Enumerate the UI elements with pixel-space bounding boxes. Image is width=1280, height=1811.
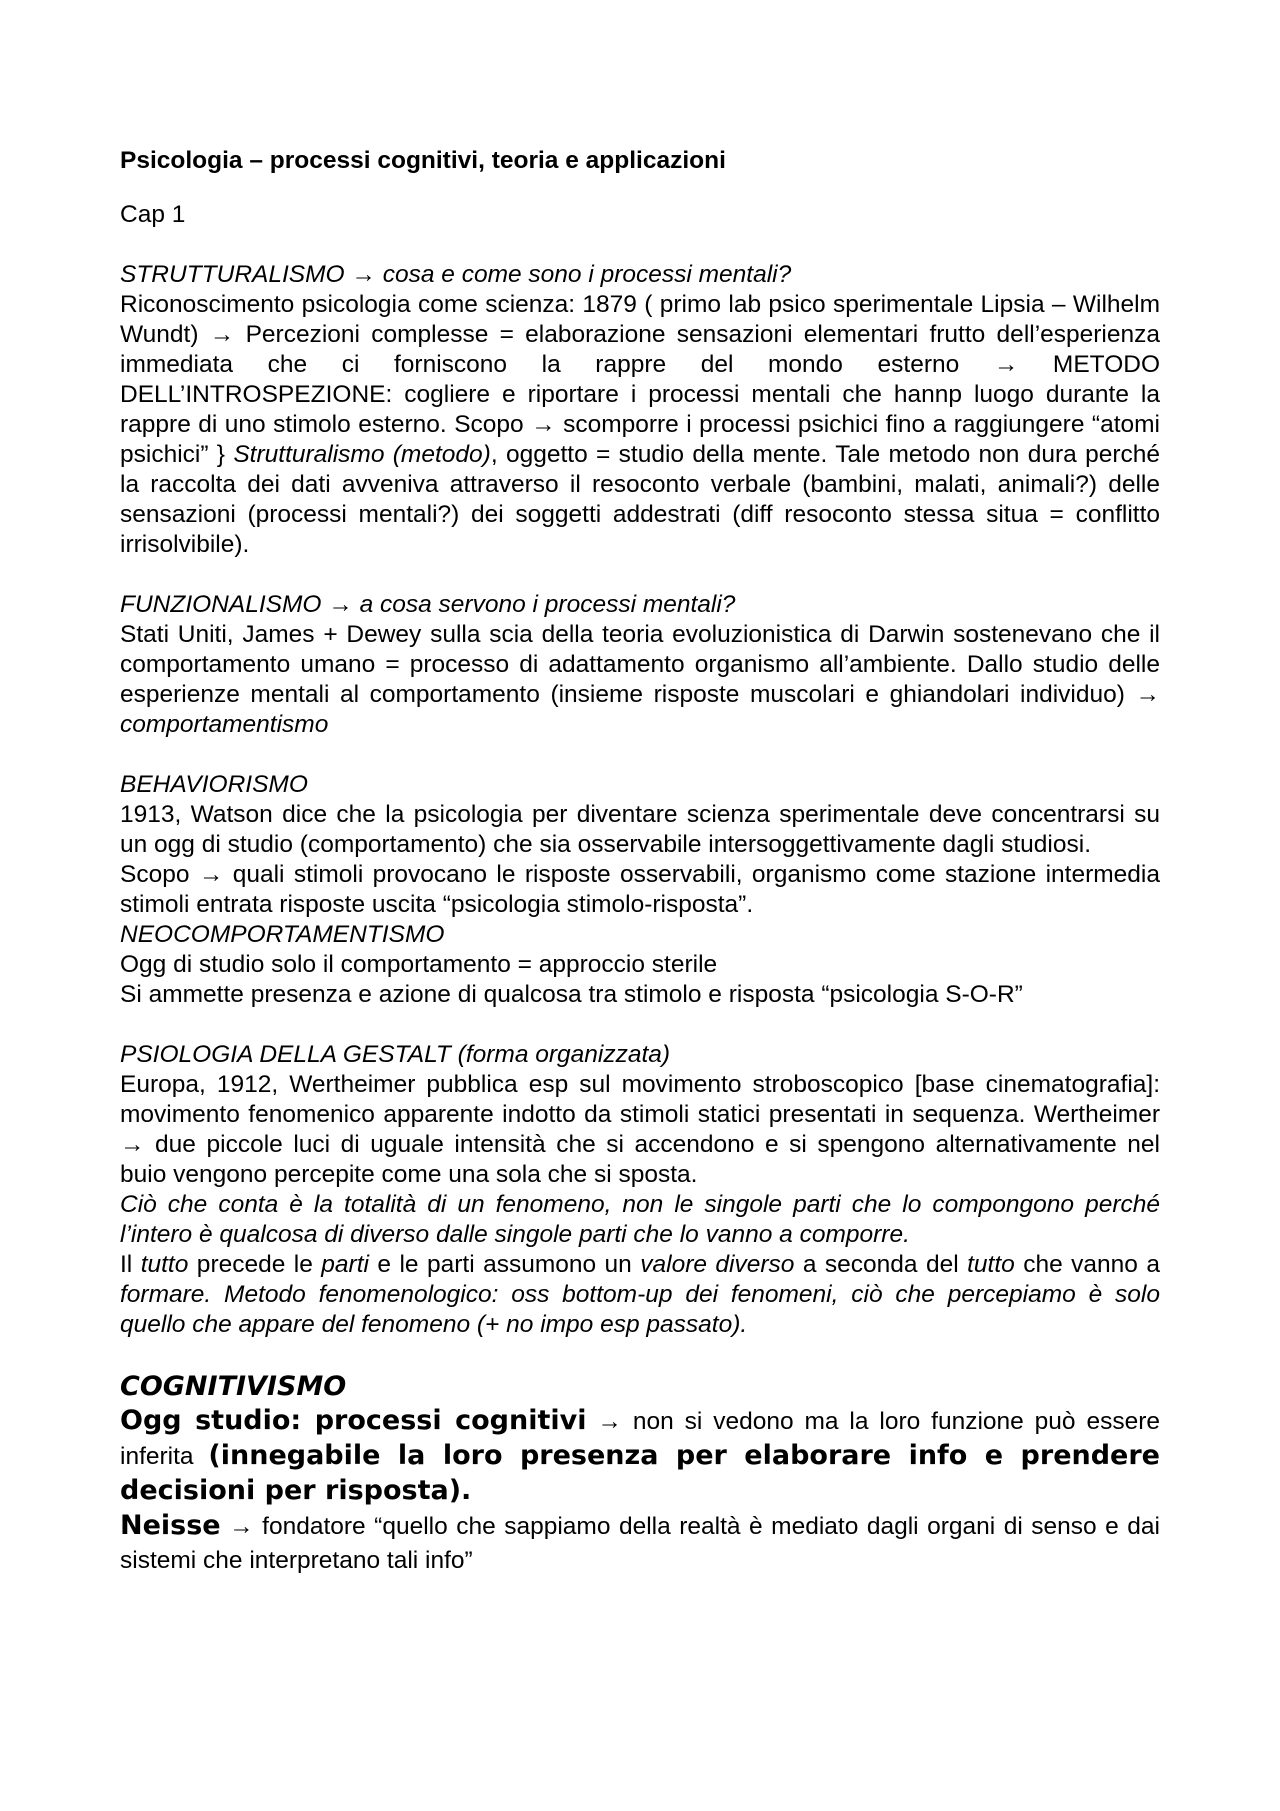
gestalt-heading: PSIOLOGIA DELLA GESTALT (forma organizzata) [120, 1041, 671, 1068]
strutturalismo-heading: STRUTTURALISMO → cosa e come sono i processi mentali? [120, 261, 792, 288]
cognitivismo-paragraph-1 [120, 1404, 1160, 1509]
behaviorismo-heading: BEHAVIORISMO [120, 771, 308, 798]
behaviorismo-paragraph-1: 1913, Watson dice che la psicologia per diventare scienza sperimentale deve concentrarsi su un ogg di studio (comportamento) che sia osservabile intersoggettivamente dagli studiosi. [120, 801, 1160, 858]
cognitivismo-p2-bold: Neisse [120, 1510, 221, 1541]
funzionalismo-heading: FUNZIONALISMO → a cosa servono i processi mentali? [120, 591, 736, 618]
cognitivismo-p1-text: → non si vedono ma la loro funzione può essere inferita [120, 1408, 1160, 1470]
funzionalismo-text-1: Stati Uniti, James + Dewey sulla scia della teoria evoluzionistica di Darwin sostenevano che il comportamento umano = processo di adattamento organismo all’ambiente. Dallo studio delle esperienze mentali al comportamento (insieme risposte muscolari e ghiandolari individuo) → [120, 621, 1160, 708]
section-funzionalismo [120, 590, 1160, 740]
strutturalismo-italic: Strutturalismo (metodo) [233, 441, 491, 468]
strutturalismo-text-2: , oggetto = studio della mente. Tale metodo non dura perché la raccolta dei dati avveniva attraverso il resoconto verbale (bambini, malati, animali?) delle sensazioni (processi mentali?) dei soggetti addestrati (diff resoconto stessa situa = conflitto irrisolvibile). [120, 441, 1160, 558]
gestalt-p3-e: e le parti assumono un [368, 1251, 641, 1278]
neocomportamentismo-line-1: Ogg di studio solo il comportamento = approccio sterile [120, 951, 718, 978]
funzionalismo-italic: comportamentismo [120, 711, 329, 738]
section-strutturalismo [120, 260, 1160, 560]
gestalt-p3-g: a seconda del [794, 1251, 968, 1278]
gestalt-paragraph-2 [120, 1190, 1160, 1250]
gestalt-p3-i: che vanno a [1014, 1251, 1160, 1278]
document-title: Psicologia – processi cognitivi, teoria e applicazioni [120, 147, 726, 174]
chapter-label: Cap 1 [120, 201, 186, 228]
neocomportamentismo-heading: NEOCOMPORTAMENTISMO [120, 921, 445, 948]
section-gestalt [120, 1040, 1160, 1340]
gestalt-italic-statement: Ciò che conta è la totalità di un fenomeno, non le singole parti che lo compongono perché l’intero è qualcosa di diverso dalle singole parti che lo vanno a comporre. [120, 1191, 1160, 1248]
cognitivismo-heading: COGNITIVISMO [120, 1371, 347, 1402]
funzionalismo-paragraph [120, 620, 1160, 740]
strutturalismo-paragraph [120, 290, 1160, 560]
cognitivismo-p1-bold-2: (innegabile la loro presenza per elaborare info e prendere decisioni per risposta). [120, 1440, 1160, 1506]
gestalt-paragraph-3 [120, 1250, 1160, 1340]
neocomportamentismo-line-2: Si ammette presenza e azione di qualcosa tra stimolo e risposta “psicologia S-O-R” [120, 981, 1023, 1008]
cognitivismo-paragraph-2 [120, 1509, 1160, 1578]
gestalt-p3-d: parti [321, 1251, 369, 1278]
cognitivismo-p1-bold: Ogg studio: processi cognitivi [120, 1405, 587, 1436]
section-behaviorismo [120, 770, 1160, 1010]
section-cognitivismo [120, 1370, 1160, 1578]
gestalt-p3-h: tutto [967, 1251, 1015, 1278]
behaviorismo-paragraph-2: Scopo → quali stimoli provocano le risposte osservabili, organismo come stazione intermedia stimoli entrata risposte uscita “psicologia stimolo-risposta”. [120, 861, 1160, 918]
cognitivismo-p2-text: → fondatore “quello che sappiamo della realtà è mediato dagli organi di senso e dai sistemi che interpretano tali info” [120, 1513, 1160, 1574]
strutturalismo-text-1: Riconoscimento psicologia come scienza: 1879 ( primo lab psico sperimentale Lipsia – Wilhelm Wundt) → Percezioni complesse = elaborazione sensazioni elementari frutto dell’esperienza immediata che ci forniscono la rappre del mondo esterno → METODO DELL’INTROSPEZIONE: cogliere e riportare i processi mentali che hannp luogo durante la rappre di uno stimolo esterno. Scopo → scomporre i processi psichici fino a raggiungere “atomi psichici” } [120, 291, 1160, 468]
gestalt-p3-j: formare. Metodo fenomenologico: oss bottom-up dei fenomeni, ciò che percepiamo è solo quello che appare del fenomeno (+ no impo esp passato). [120, 1281, 1160, 1338]
gestalt-p3-f: valore diverso [640, 1251, 795, 1278]
gestalt-paragraph-1: Europa, 1912, Wertheimer pubblica esp sul movimento stroboscopico [base cinematografia]: movimento fenomenico apparente indotto da stimoli statici presentati in sequenza. Wertheimer → due piccole luci di uguale intensità che si accendono e si spengono alternativamente nel buio vengono percepite come una sola che si sposta. [120, 1071, 1160, 1188]
gestalt-p3-b: tutto [140, 1251, 189, 1278]
gestalt-p3-a: Il [120, 1251, 141, 1278]
gestalt-p3-c: precede le [188, 1251, 322, 1278]
